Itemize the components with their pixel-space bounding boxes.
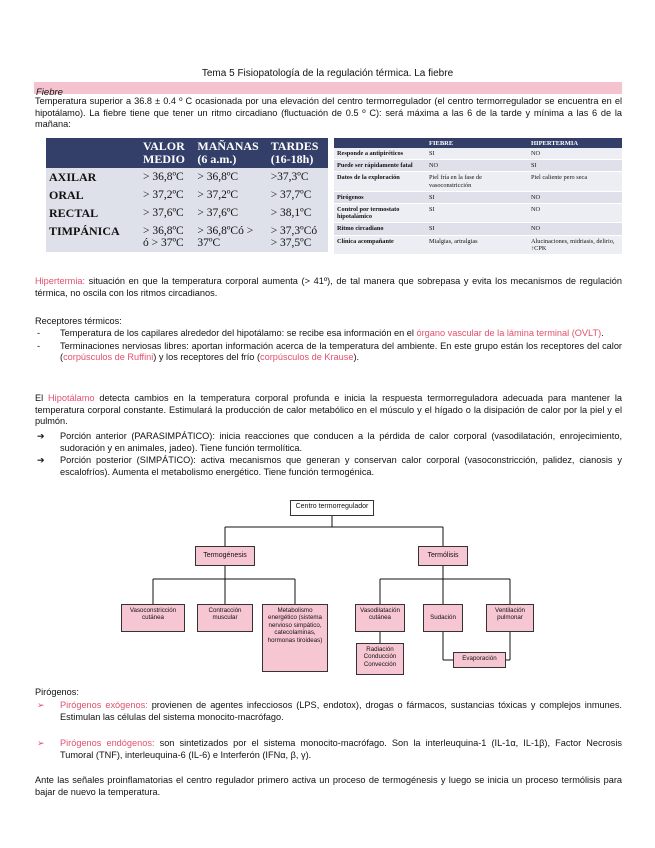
list-item-text: Temperatura de los capilares alrededor del hipotálamo: se recibe esa información en el: [60, 328, 417, 338]
table-cell: NO: [528, 148, 622, 160]
table-cell: Control por termostato hipotalámico: [334, 204, 426, 223]
list-item-text: ) y los receptores del frío (: [153, 352, 261, 363]
table-cell: Datos de la exploración: [334, 172, 426, 191]
table-cell: SI: [426, 191, 528, 203]
table-header-cell: VALOR MEDIO: [140, 138, 194, 168]
arrow-marker: ➔: [37, 431, 45, 441]
list-item-text: .: [601, 328, 604, 338]
exogenous-term: Pirógenos exógenos:: [60, 700, 148, 710]
table-cell: > 38,1ºC: [268, 204, 328, 222]
table-cell: Clínica acompañante: [334, 235, 426, 254]
ovlt-term: órgano vascular de la lámina terminal (OVLT): [416, 328, 602, 338]
table-cell: AXILAR: [46, 168, 140, 186]
endogenous-term: Pirógenos endógenos:: [60, 738, 155, 748]
hyperthermia-term: Hipertermia:: [35, 276, 86, 286]
table-cell: > 36,8ºCó > 37ºC: [194, 222, 267, 252]
ruffini-term: corpúsculos de Ruffini: [63, 352, 154, 363]
diagram-node-vasoconstriction: Vasoconstricción cutánea: [121, 604, 185, 632]
diagram-root-node: Centro termorregulador: [290, 500, 374, 516]
table-header-cell: HIPERTERMIA: [528, 138, 622, 148]
receptors-heading: Receptores térmicos:: [35, 316, 122, 326]
table-header-cell: TARDES (16-18h): [268, 138, 328, 168]
table-cell: > 37,2ºC: [194, 186, 267, 204]
table-cell: TIMPÁNICA: [46, 222, 140, 252]
hyperthermia-text: situación en que la temperatura corporal aumenta (> 41º), de tal manera que sobrepasa y evita los mecanismos de regulación térmica, no oscila con los ritmos circadianos.: [35, 276, 622, 298]
diagram-node-sudation: Sudación: [423, 604, 463, 632]
table-header-cell: MAÑANAS (6 a.m.): [194, 138, 267, 168]
paragraph-text: El: [35, 393, 49, 403]
table-cell: Mialgias, artralgias: [426, 235, 528, 254]
diagram-node-metabolism: Metabolismo energético (sistema nervioso simpático, catecolaminas, hormonas tiroideas): [262, 604, 328, 672]
diagram-node-vasodilation: Vasodilatación cutánea: [355, 604, 405, 632]
krause-term: corpúsculos de Krause: [260, 352, 354, 363]
pyrogens-exo: [35, 700, 622, 724]
table-cell: >37,3ºC: [268, 168, 328, 186]
list-item-text: provienen de agentes infecciosos (LPS, endotox), drogas o fármacos, sustancias tóxicas y complejos inmunes. Estimulan las células del sistema monocito-macrófago.: [60, 700, 622, 722]
table-cell: > 37,2ºC: [140, 186, 194, 204]
table-cell: NO: [528, 204, 622, 223]
table-cell: Alucinaciones, midriasis, delirio, ↑CPK: [528, 235, 622, 254]
table-cell: Pirógenos: [334, 191, 426, 203]
list-item-text: Porción anterior (PARASIMPÁTICO): inicia reacciones que conducen a la pérdida de calor corporal (vasodilatación, enrojecimiento, sudoración y en animales, jadeo). Tiene función termolítica.: [60, 431, 622, 453]
list-item-text: Terminaciones nerviosas libres: aportan información acerca de la temperatura del ambiente. En este grupo están los receptores del calor (: [60, 340, 622, 363]
dash-marker: -: [37, 340, 41, 351]
table-cell: Piel fría en la fase de vasoconstricción: [426, 172, 528, 191]
triangle-marker: ➢: [37, 700, 45, 710]
pyrogens-heading: Pirógenos:: [35, 687, 79, 697]
list-item-text: Porción posterior (SIMPÁTICO): activa mecanismos que generan y conservan calor corporal (vasoconstricción, palidez, cianosis y escalofríos). Aumenta el metabolismo energético. Tiene función termogénica.: [60, 455, 622, 477]
table-cell: NO: [426, 160, 528, 172]
table-cell: Puede ser rápidamente fatal: [334, 160, 426, 172]
table-cell: > 36,8ºC: [140, 168, 194, 186]
table-cell: SI: [528, 160, 622, 172]
table-cell: > 37,6ºC: [194, 204, 267, 222]
table-header-cell: FIEBRE: [426, 138, 528, 148]
document-title: Tema 5 Fisiopatología de la regulación térmica. La fiebre: [201, 68, 454, 79]
table-cell: NO: [528, 223, 622, 235]
table-cell: Responde a antipiréticos: [334, 148, 426, 160]
diagram-termolisis-node: Termólisis: [418, 546, 468, 566]
table-cell: NO: [528, 191, 622, 203]
list-item-text: ).: [353, 352, 360, 363]
table-cell: SI: [426, 148, 528, 160]
triangle-marker: ➢: [37, 738, 45, 748]
table-cell: SI: [426, 223, 528, 235]
table-cell: SI: [426, 204, 528, 223]
diagram-termogenesis-node: Termogénesis: [195, 546, 255, 566]
diagram-node-muscle-contraction: Contracción muscular: [197, 604, 253, 632]
intro-paragraph: Temperatura superior a 36.8 ± 0.4 º C ocasionada por una elevación del centro termorregulador (el centro termorregulador se encuentra en el hipotálamo). La fiebre tiene que tener un ritmo circadiano (fluctuación de 0.5 º C): será máxima a las 6 de la tarde y mínima a las 6 de la mañana:: [35, 96, 622, 130]
list-item: [35, 700, 622, 723]
list-item-text: son sintetizados por el sistema monocito-macrófago. Son la interleuquina-1 (IL-1α, IL-1β), Factor Necrosis Tumoral (TNF), interleuquina-6 (IL-6) e Interferón (IFNα, β, γ).: [60, 738, 622, 760]
pyrogens-endo: [35, 738, 622, 762]
table-cell: > 36,8ºC ó > 37ºC: [140, 222, 194, 252]
diagram-node-radiation: Radiación Conducción Convección: [356, 643, 404, 675]
hypothalamus-term: Hipotálamo: [48, 393, 95, 403]
arrow-marker: ➔: [37, 455, 45, 466]
table-cell: > 37,3ºCó > 37,5ºC: [268, 222, 328, 252]
diagram-node-evaporation: Evaporación: [453, 652, 506, 668]
table-cell: > 37,6ºC: [140, 204, 194, 222]
table-cell: > 36,8ºC: [194, 168, 267, 186]
dash-marker: -: [37, 328, 41, 338]
paragraph-text: detecta cambios en la temperatura corporal profunda e inicia la respuesta termorreguladora adecuada para mantener la temperatura corporal constante. Estimulará la producción de calor metabólico en el músculo y el hígado o la disipación de calor por la piel y el pulmón.: [35, 393, 622, 427]
table-cell: ORAL: [46, 186, 140, 204]
diagram-node-pulmonary-ventilation: Ventilación pulmonar: [486, 604, 534, 632]
list-item: [35, 738, 622, 761]
table-cell: RECTAL: [46, 204, 140, 222]
table-cell: > 37,7ºC: [268, 186, 328, 204]
table-cell: Piel caliente pero seca: [528, 172, 622, 191]
closing-paragraph: Ante las señales proinflamatorias el centro regulador primero activa un proceso de termogénesis y luego se inicia un proceso termólisis para bajar de nuevo la temperatura.: [35, 775, 622, 797]
table-cell: Ritmo circadiano: [334, 223, 426, 235]
section-title: Fiebre: [36, 87, 63, 98]
